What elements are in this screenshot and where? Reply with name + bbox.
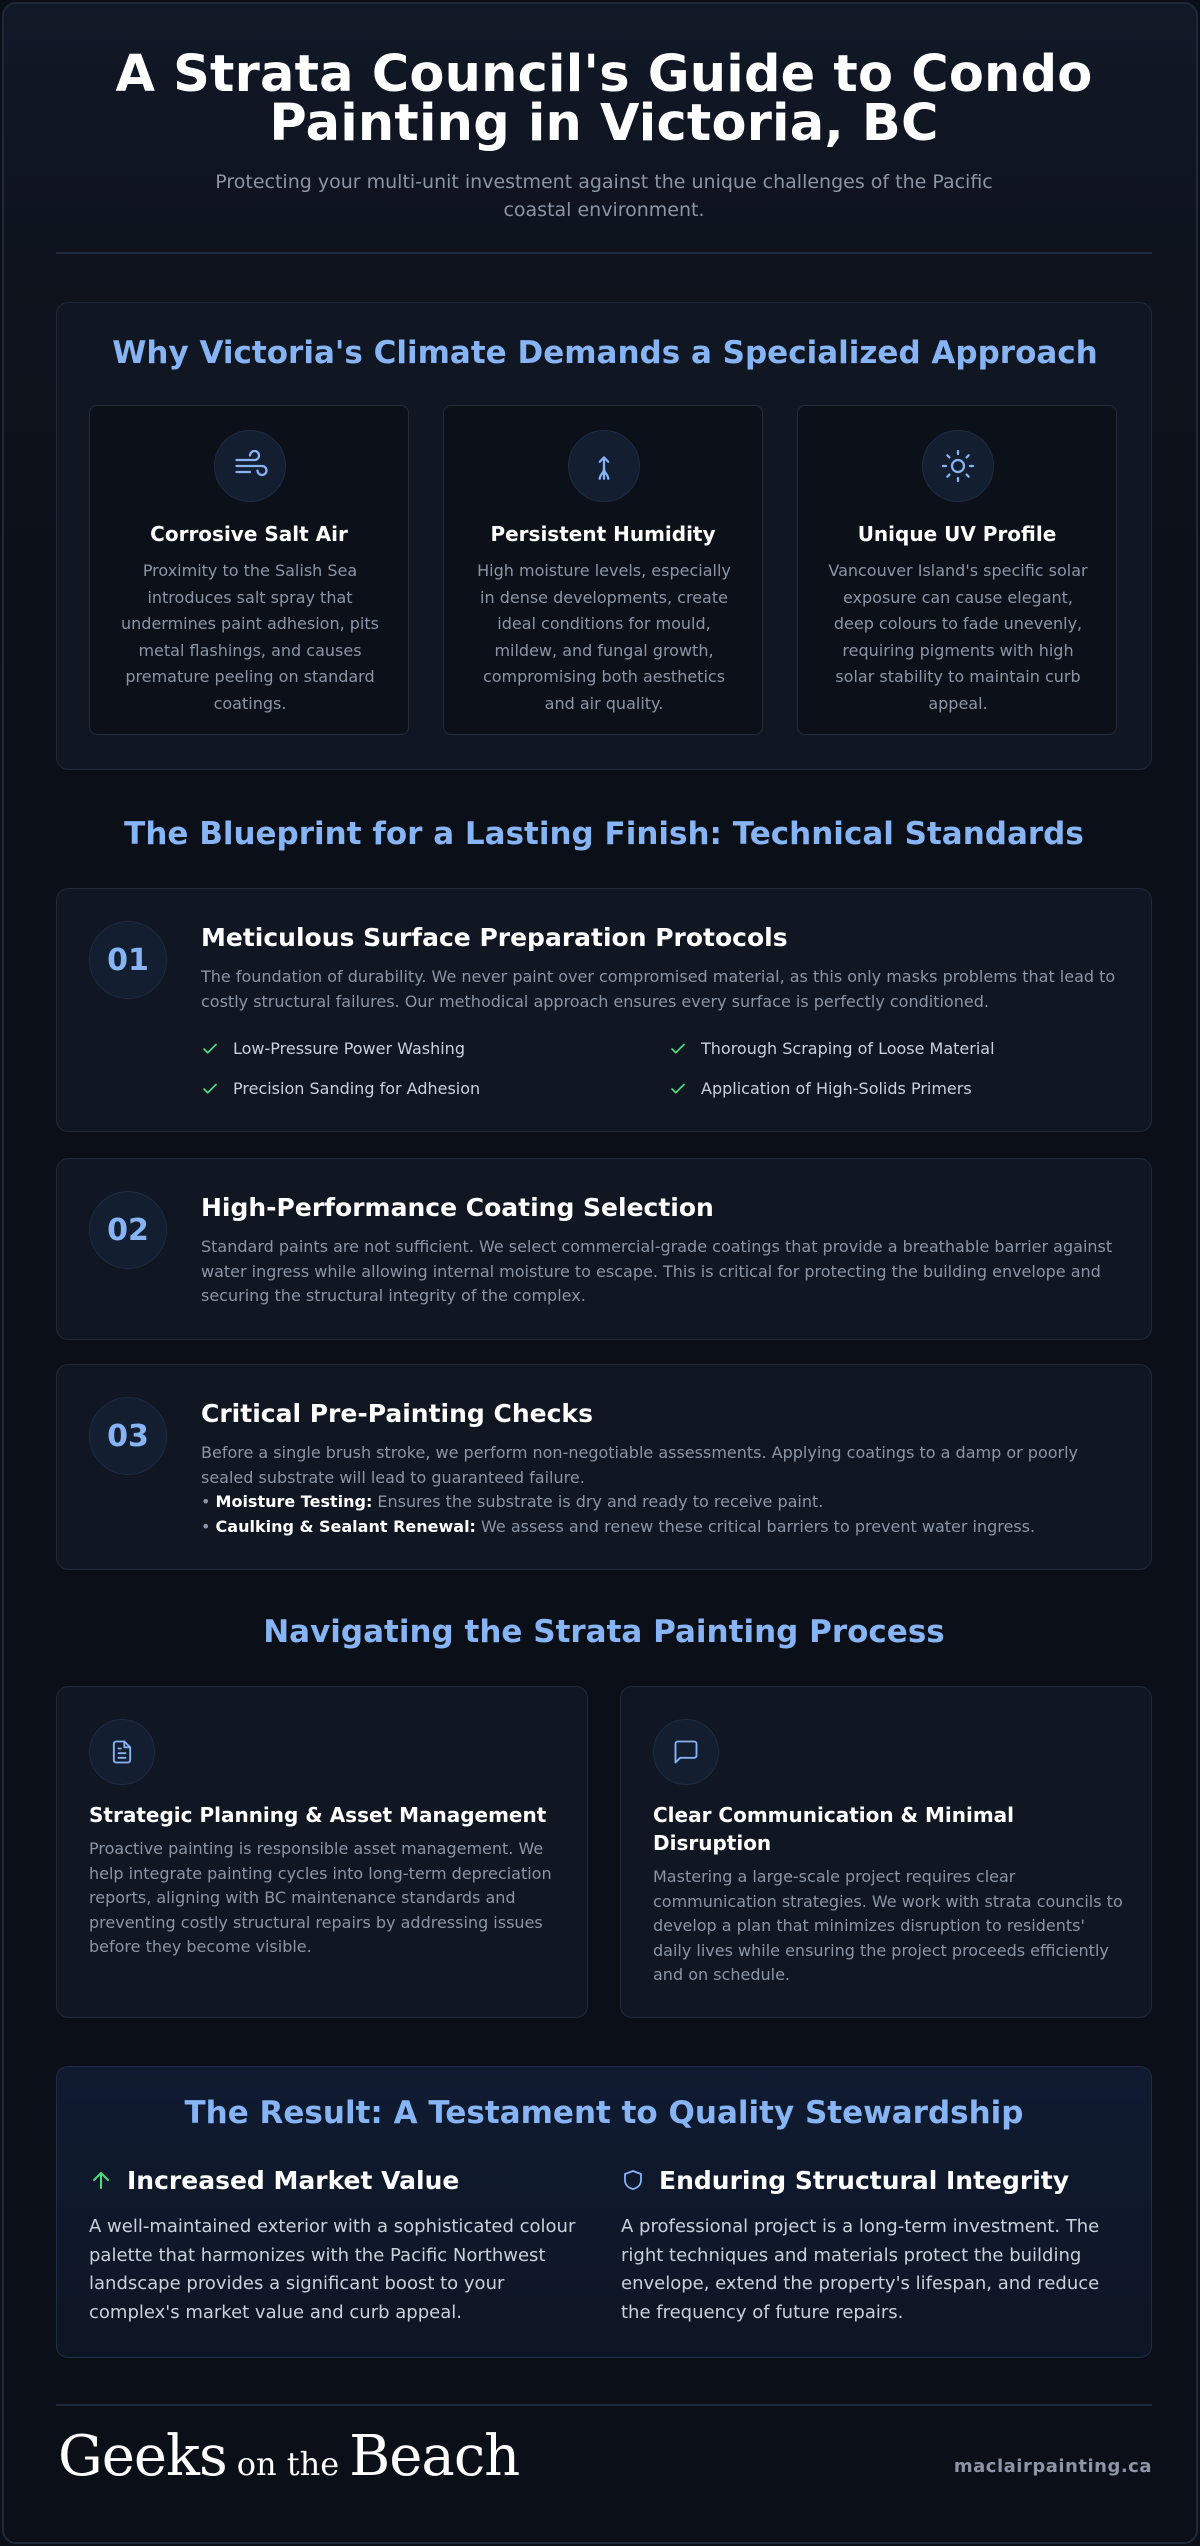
bullet-label: Moisture Testing: — [215, 1492, 373, 1511]
result-title: The Result: A Testament to Quality Stewardship — [184, 2095, 1024, 2131]
check-item — [669, 1079, 972, 1098]
climate-card-title: Unique UV Profile — [857, 522, 1057, 546]
result-item-title: Enduring Structural Integrity — [659, 2165, 1070, 2195]
process-card-planning — [56, 1686, 588, 2018]
result-item-structural-integrity — [621, 2163, 1121, 2327]
check-item — [201, 1079, 480, 1098]
climate-card-text: High moisture levels, especially in dense developments, create ideal conditions for mould, mildew, and fungal growth, compromising both aesthetics and air quality. — [477, 561, 731, 713]
climate-card-humidity — [443, 405, 763, 735]
check-icon — [201, 1080, 219, 1098]
process-card-text: Mastering a large-scale project requires clear communication strategies. We work with strata councils to develop a plan that minimizes disruption to residents' daily lives while ensuring the project proceeds efficiently and on schedule. — [653, 1867, 1123, 1984]
shield-icon — [621, 2168, 645, 2192]
footer-divider — [56, 2404, 1152, 2406]
result-item-heading — [89, 2163, 589, 2197]
check-label: Application of High-Solids Primers — [701, 1079, 972, 1098]
bullet-item: • Moisture Testing: Ensures the substrate is dry and ready to receive paint. — [201, 1492, 824, 1511]
climate-card-uv — [797, 405, 1117, 735]
check-icon — [669, 1080, 687, 1098]
result-item-text: A well-maintained exterior with a sophisticated colour palette that harmonizes with the Pacific Northwest landscape provides a significant boost to your complex's market value and curb appeal. — [89, 2216, 576, 2323]
step-description — [201, 1441, 1121, 1539]
climate-card-title: Persistent Humidity — [490, 522, 716, 546]
step-title: High-Performance Coating Selection — [201, 1193, 714, 1222]
arrow-up-icon — [89, 2168, 113, 2192]
check-item — [669, 1039, 995, 1058]
climate-card-text: Proximity to the Salish Sea introduces salt spray that undermines paint adhesion, pits metal flashings, and causes premature peeling on standard coatings. — [121, 561, 379, 713]
sun-icon — [922, 430, 994, 502]
header-divider — [56, 252, 1152, 254]
climate-section — [56, 302, 1152, 770]
result-item-market-value — [89, 2163, 589, 2327]
chat-icon — [653, 1719, 719, 1785]
standards-title: The Blueprint for a Lasting Finish: Technical Standards — [124, 816, 1084, 852]
check-icon — [669, 1040, 687, 1058]
page-subtitle: Protecting your multi-unit investment against the unique challenges of the Pacific coastal environment. — [215, 171, 993, 221]
result-item-title: Increased Market Value — [127, 2165, 460, 2195]
humidity-icon — [568, 430, 640, 502]
bullet-item: • Caulking & Sealant Renewal: We assess and renew these critical barriers to prevent water ingress. — [201, 1516, 1036, 1536]
page-frame — [2, 2, 1198, 2544]
process-card-communication — [620, 1686, 1152, 2018]
step-card-3 — [56, 1364, 1152, 1570]
check-label: Low-Pressure Power Washing — [233, 1039, 465, 1058]
process-title: Navigating the Strata Painting Process — [263, 1614, 945, 1650]
climate-title: Why Victoria's Climate Demands a Specialized Approach — [112, 335, 1098, 371]
bullet-text: Ensures the substrate is dry and ready to receive paint. — [372, 1492, 824, 1511]
result-item-heading — [621, 2163, 1121, 2197]
page-title: A Strata Council's Guide to Condo Painting in Victoria, BC — [115, 45, 1093, 153]
bullet-text: We assess and renew these critical barriers to prevent water ingress. — [475, 1516, 1036, 1536]
step-title: Meticulous Surface Preparation Protocols — [201, 923, 788, 952]
step-title: Critical Pre-Painting Checks — [201, 1399, 593, 1428]
step-number: 02 — [89, 1191, 167, 1269]
process-card-title: Clear Communication & Minimal Disruption — [653, 1803, 1015, 1855]
brand-logo-part: Geeks — [58, 2424, 227, 2489]
step-card-2 — [56, 1158, 1152, 1340]
result-section — [56, 2066, 1152, 2358]
process-card-title: Strategic Planning & Asset Management — [89, 1803, 547, 1827]
process-card-text: Proactive painting is responsible asset management. We help integrate painting cycles into long-term depreciation reports, aligning with BC maintenance standards and preventing costly structural repairs by addressing issues before they become visible. — [89, 1839, 552, 1956]
website-link[interactable]: maclairpainting.ca — [953, 2456, 1152, 2477]
brand-logo-part: Beach — [349, 2424, 520, 2489]
result-item-text: A professional project is a long-term investment. The right techniques and materials protect the building envelope, extend the property's lifespan, and reduce the frequency of future repairs. — [621, 2216, 1100, 2323]
step-intro: Before a single brush stroke, we perform non-negotiable assessments. Applying coatings to a damp or poorly sealed substrate will lead to guaranteed failure. — [201, 1443, 1079, 1487]
check-label: Precision Sanding for Adhesion — [233, 1079, 481, 1098]
step-card-1 — [56, 888, 1152, 1132]
brand-logo-part: on the — [236, 2445, 340, 2483]
bullet-label: Caulking & Sealant Renewal: — [215, 1516, 476, 1536]
climate-card-title: Corrosive Salt Air — [150, 522, 348, 546]
climate-card-text: Vancouver Island's specific solar exposure can cause elegant, deep colours to fade unevenly, requiring pigments with high solar stability to maintain curb appeal. — [828, 561, 1088, 713]
wind-icon — [214, 430, 286, 502]
step-description: The foundation of durability. We never paint over compromised material, as this only masks problems that lead to costly structural failures. Our methodical approach ensures every surface is perfectly conditioned. — [201, 967, 1116, 1011]
climate-card-salt-air — [89, 405, 409, 735]
step-number: 01 — [89, 921, 167, 999]
check-item — [201, 1039, 465, 1058]
check-label: Thorough Scraping of Loose Material — [701, 1039, 995, 1058]
brand-logo[interactable] — [58, 2424, 519, 2496]
check-icon — [201, 1040, 219, 1058]
step-description: Standard paints are not sufficient. We select commercial-grade coatings that provide a breathable barrier against water ingress while allowing internal moisture to escape. This is critical for protecting the building envelope and securing the structural integrity of the complex. — [201, 1237, 1113, 1305]
step-number: 03 — [89, 1397, 167, 1475]
process-cards — [56, 1686, 1152, 2018]
document-icon — [89, 1719, 155, 1785]
